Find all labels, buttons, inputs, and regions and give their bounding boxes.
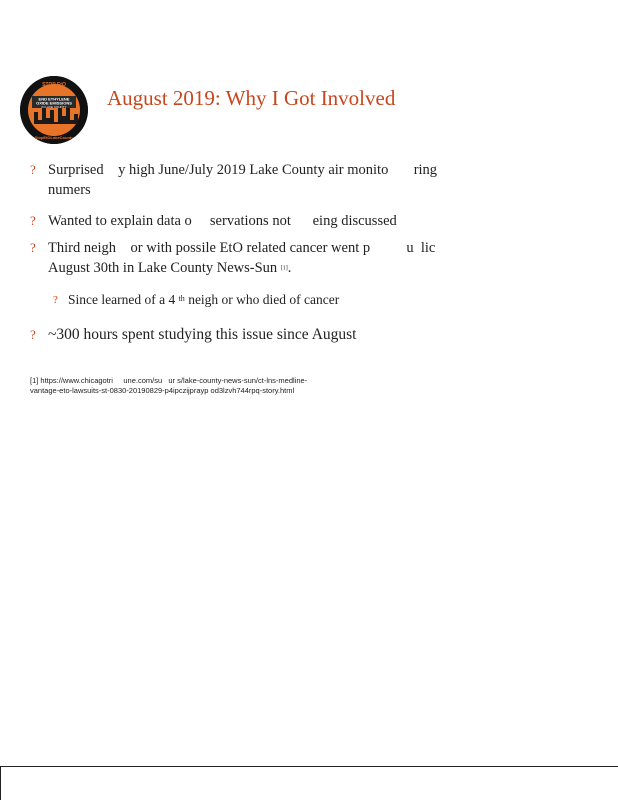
bullet-1-line1: Surprised y high June/July 2019 Lake County air monito ring: [48, 162, 438, 178]
bullet-3-line1: Third neigh or with possile EtO related cancer went p u lic: [48, 240, 436, 256]
bullet-3-line2: August 30th in Lake County News-Sun: [48, 260, 278, 276]
sub-bullet-text-end: neigh or who died of cancer: [188, 292, 340, 307]
sub-bullet-marker: ?: [53, 294, 58, 306]
logo-graphic: [20, 76, 88, 144]
logo-banner-line2: OXIDE EMISSIONS: [36, 100, 72, 106]
bullet-marker: ?: [30, 327, 36, 342]
footnote-line1[interactable]: [1] https://www.chicagotri une.com/su ur s/lake-county-news-sun/ct-lns-medline-: [30, 376, 308, 385]
footnote-reference[interactable]: [1]: [280, 265, 288, 272]
logo-banner-line3: IN LAKE COUNTY: [41, 105, 67, 110]
sub-bullet-superscript: th: [178, 294, 185, 303]
bullet-2-line1: Wanted to explain data o servations not eing discussed: [48, 213, 397, 229]
bullet-3-line2-wrap: [48, 258, 478, 279]
bullet-4-text: ~300 hours spent studying this issue since August: [48, 326, 357, 343]
bullet-marker: ?: [30, 213, 36, 228]
footnote: [30, 376, 450, 396]
sub-bullet-text-start: Since learned of a 4: [68, 292, 176, 307]
slide-title: August 2019: Why I Got Involved: [107, 86, 396, 110]
bullet-3-period: .: [287, 260, 292, 276]
stop-eto-logo: [20, 76, 88, 144]
footnote-line2[interactable]: vantage-eto-lawsuits-st-0830-20190829-p4ipczijprayp od3lzvh744rpq-story.html: [30, 386, 295, 395]
logo-bottom-text: StopEtOLakeCounty: [34, 135, 74, 140]
bullet-marker: ?: [30, 162, 36, 177]
logo-banner-line1: END ETHYLENE: [38, 96, 70, 102]
logo-top-text: STOP EtO: [42, 82, 66, 88]
bullet-1-line2: numers: [48, 182, 91, 198]
bullet-marker: ?: [30, 240, 36, 255]
page-bottom-border: [0, 766, 618, 800]
